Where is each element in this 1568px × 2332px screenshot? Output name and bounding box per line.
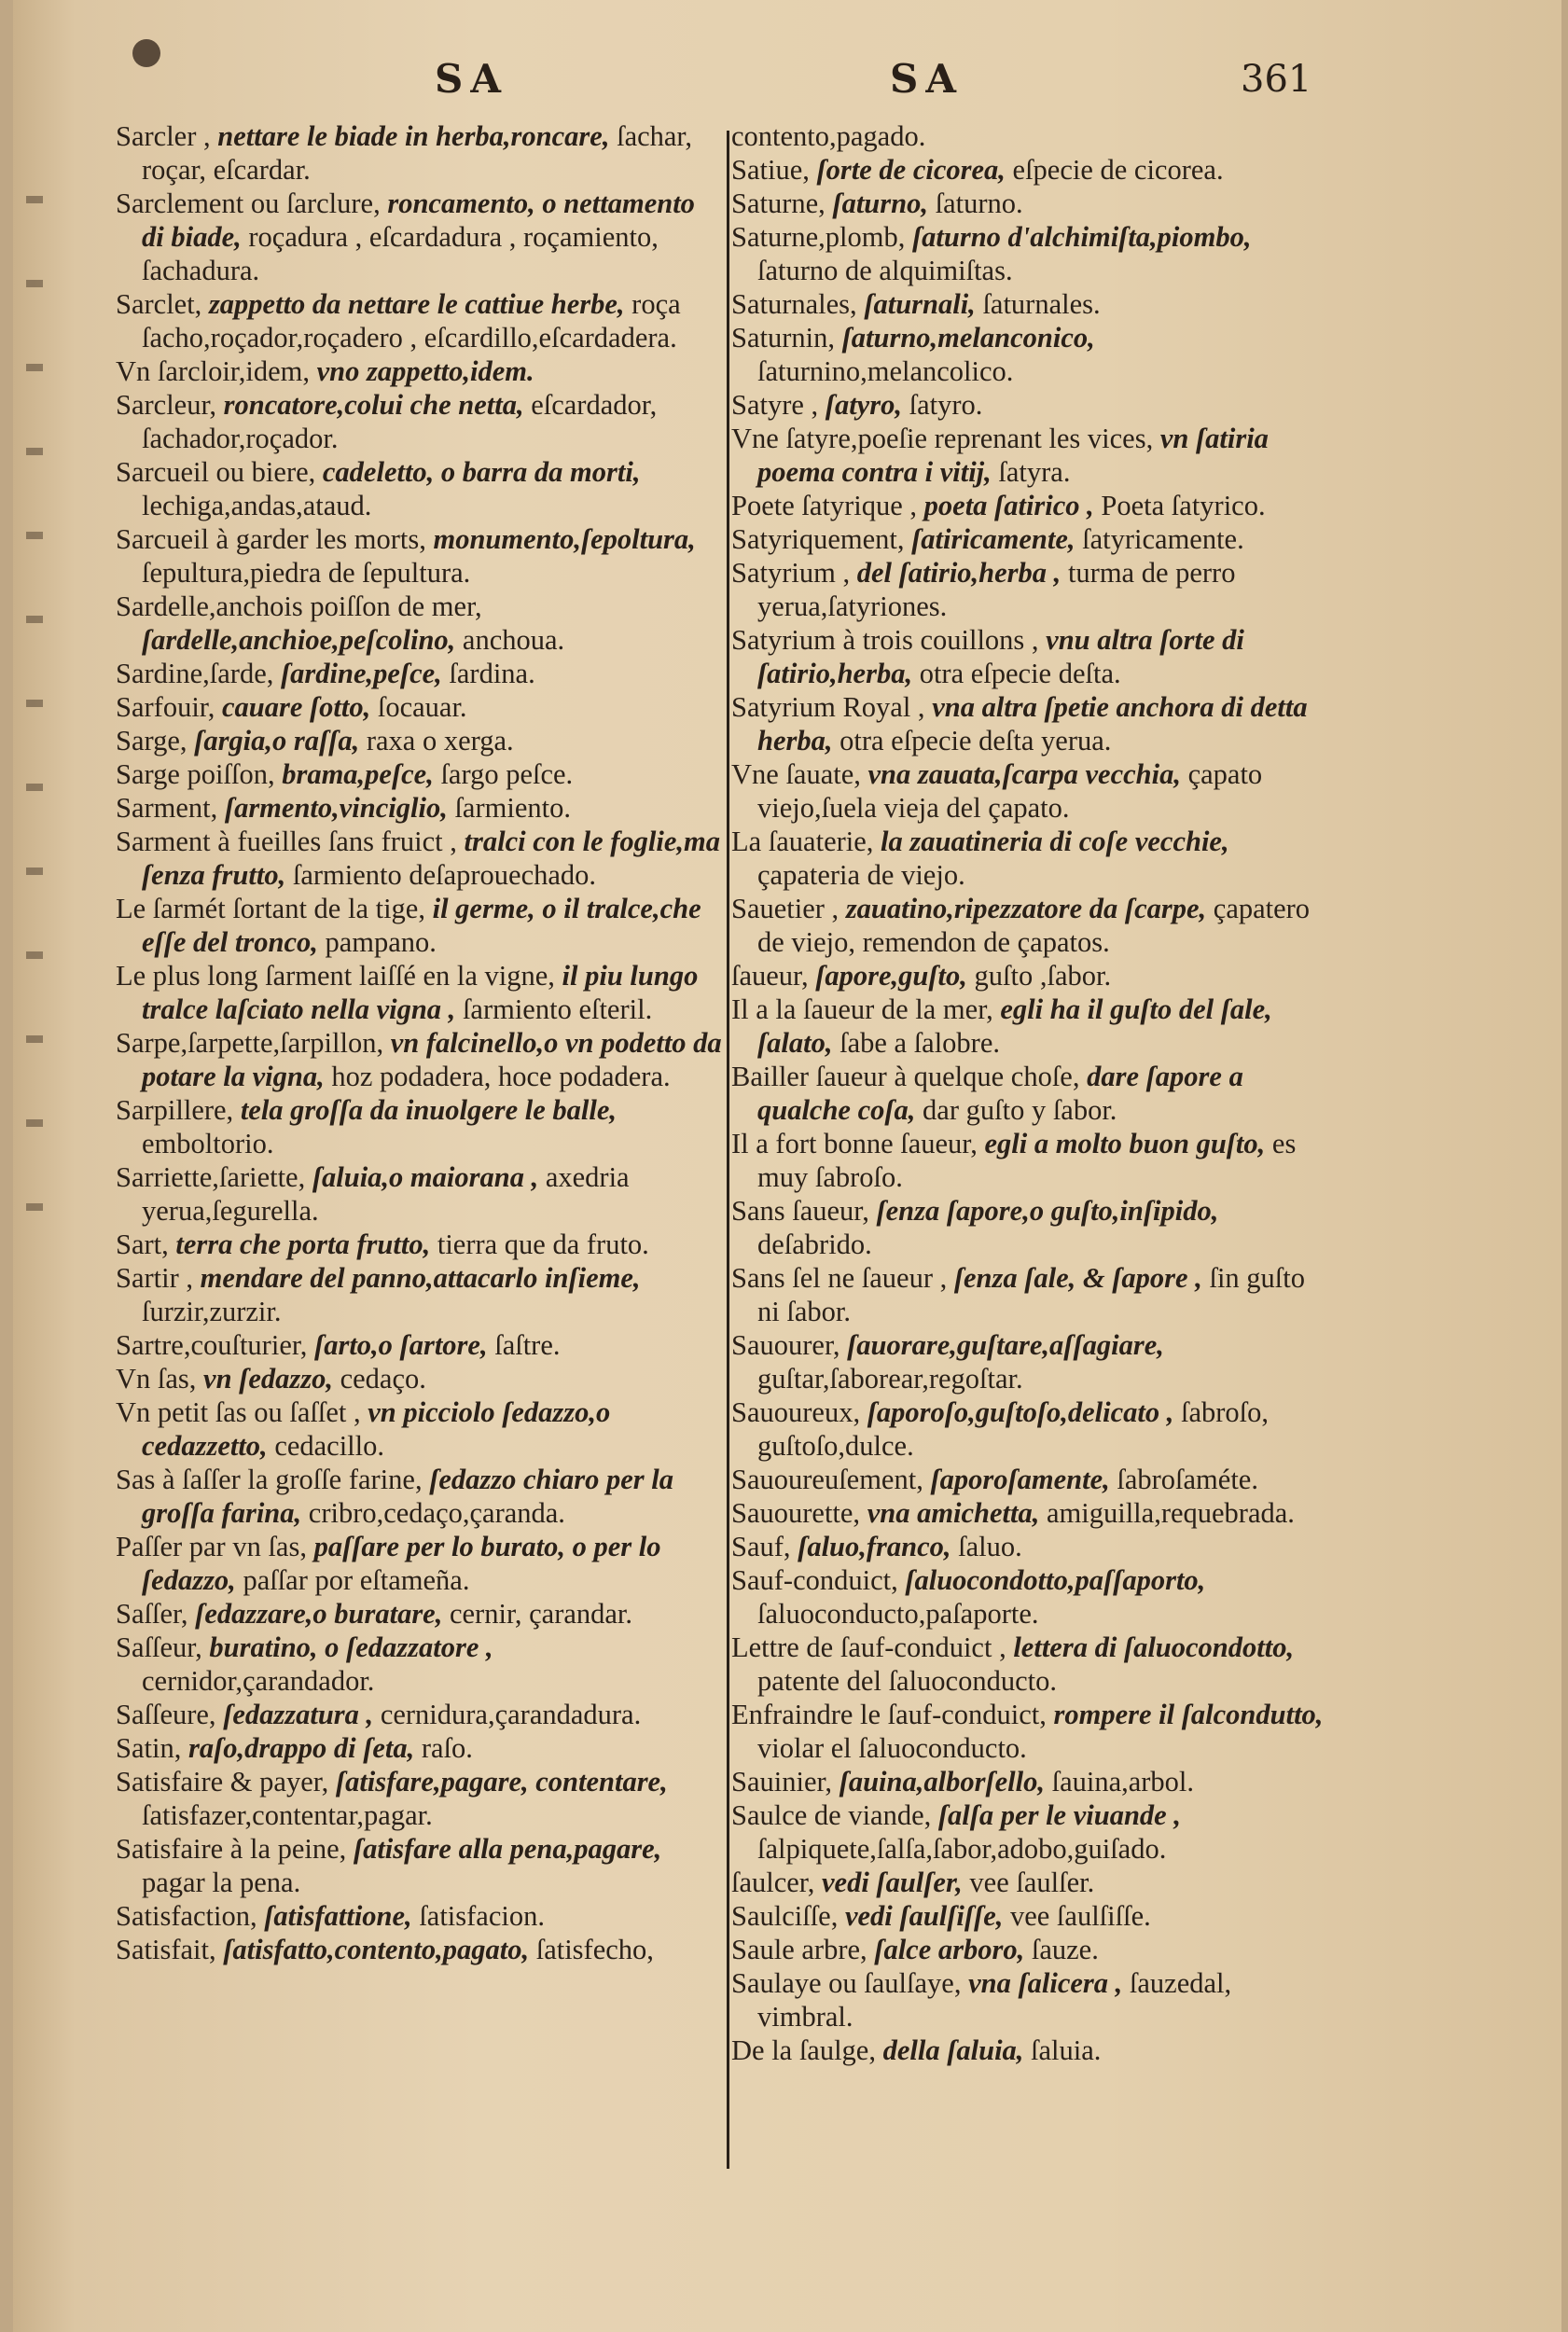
spanish-gloss: paſſar por eſtameña. bbox=[243, 1564, 470, 1596]
dictionary-entry bbox=[731, 992, 1328, 1060]
french-headword: Le ſarmét ſortant de la tige, bbox=[116, 893, 433, 924]
spanish-gloss: pampano. bbox=[325, 926, 437, 958]
spanish-gloss: ſaſtre. bbox=[494, 1329, 561, 1361]
italian-gloss: il piu lungo tralce laſciato nella vigna , bbox=[142, 960, 699, 1025]
italian-gloss: ſaturno d'alchimiſta,piombo, bbox=[912, 221, 1252, 253]
spanish-gloss: vee ſaulſiſſe. bbox=[1009, 1900, 1151, 1932]
spanish-gloss: cribro,cedaço,çaranda. bbox=[308, 1497, 565, 1529]
dictionary-entry bbox=[731, 757, 1328, 825]
italian-gloss: vn picciolo ſedazzo,o cedazzetto, bbox=[142, 1396, 611, 1462]
dictionary-entry bbox=[116, 1228, 722, 1261]
italian-gloss: tela groſſa da inuolgere le balle, bbox=[240, 1094, 617, 1126]
italian-gloss: vna altra ſpetie anchora di detta herba, bbox=[757, 691, 1308, 757]
running-header-left: SA bbox=[435, 56, 508, 102]
dictionary-entry bbox=[731, 1261, 1328, 1328]
dictionary-entry bbox=[731, 1328, 1328, 1395]
italian-gloss: egli a molto buon guſto, bbox=[984, 1128, 1272, 1159]
spanish-gloss: ſauze. bbox=[1031, 1934, 1099, 1965]
french-headword: Enfraindre le ſauf-conduict, bbox=[731, 1699, 1054, 1730]
spanish-gloss: roçadura , eſcardadura , roçamiento, ſachadura. bbox=[142, 221, 659, 286]
italian-gloss: ſatisfare alla pena,pagare, bbox=[353, 1833, 662, 1865]
dictionary-entry bbox=[116, 892, 722, 959]
spanish-gloss: ſarmiento eſteril. bbox=[462, 993, 653, 1025]
dictionary-entry bbox=[116, 187, 722, 287]
dictionary-entry bbox=[731, 220, 1328, 287]
dictionary-entry bbox=[731, 1899, 1328, 1933]
french-headword: ſaulcer, bbox=[731, 1867, 822, 1898]
dictionary-entry bbox=[116, 1899, 722, 1933]
italian-gloss: ſalce arboro, bbox=[874, 1934, 1032, 1965]
spanish-gloss: roça ſacho,roçador,roçadero , eſcardillo,eſcardadera. bbox=[142, 288, 681, 354]
dictionary-entry bbox=[731, 1798, 1328, 1866]
spanish-gloss: ſaturnino,melancolico. bbox=[757, 355, 1014, 387]
french-headword: Sarcueil à garder les morts, bbox=[116, 523, 434, 555]
dictionary-entry bbox=[116, 1395, 722, 1463]
french-headword: Saturnales, bbox=[731, 288, 865, 320]
italian-gloss: ſardine,peſce, bbox=[281, 658, 450, 689]
dictionary-entry bbox=[731, 959, 1328, 992]
spanish-gloss: guſto ,ſabor. bbox=[974, 960, 1112, 992]
book-page bbox=[13, 0, 1561, 2332]
spanish-gloss: raxa o xerga. bbox=[366, 725, 514, 757]
page-number: 361 bbox=[1241, 58, 1312, 101]
dictionary-entry bbox=[116, 590, 722, 657]
dictionary-entry bbox=[731, 2034, 1328, 2067]
dictionary-entry bbox=[116, 1933, 722, 1966]
dictionary-entry bbox=[116, 1261, 722, 1328]
french-headword: Satyriquement, bbox=[731, 523, 912, 555]
italian-gloss: ſarto,o ſartore, bbox=[314, 1329, 495, 1361]
italian-gloss: ſedazzo chiaro per la groſſa farina, bbox=[142, 1464, 673, 1529]
spanish-gloss: cernidura,çarandadura. bbox=[380, 1699, 642, 1730]
spanish-gloss: anchoua. bbox=[462, 624, 565, 656]
italian-gloss: vedi ſaulſiſſe, bbox=[844, 1900, 1010, 1932]
italian-gloss: ſaluo,franco, bbox=[798, 1531, 959, 1562]
dictionary-entry bbox=[731, 1060, 1328, 1127]
spanish-gloss: ſatyra. bbox=[998, 456, 1071, 488]
french-headword: Sarclet, bbox=[116, 288, 209, 320]
spanish-gloss: ſatisfacion. bbox=[419, 1900, 545, 1932]
italian-gloss: roncatore,colui che netta, bbox=[223, 389, 532, 421]
dictionary-entry bbox=[731, 522, 1328, 556]
spanish-gloss: ſaturno de alquimiſtas. bbox=[757, 255, 1013, 286]
italian-gloss: terra che porta frutto, bbox=[175, 1228, 437, 1260]
spanish-gloss: ſaturnales. bbox=[982, 288, 1101, 320]
dictionary-entry bbox=[731, 489, 1328, 522]
french-headword: Bailler ſaueur à quelque choſe, bbox=[731, 1061, 1088, 1092]
italian-gloss: ſalſa per le viuande , bbox=[937, 1799, 1181, 1831]
spanish-gloss: ſauina,arbol. bbox=[1051, 1766, 1195, 1798]
dictionary-entry bbox=[731, 119, 1328, 153]
italian-gloss: ſenza ſale, & ſapore , bbox=[953, 1262, 1210, 1294]
italian-gloss: ſarmento,vinciglio, bbox=[224, 792, 455, 824]
dictionary-entry bbox=[116, 119, 722, 187]
spanish-gloss: ſabroſo, guſtoſo,dulce. bbox=[757, 1396, 1270, 1462]
italian-gloss: ſaluocondotto,paſſaporto, bbox=[905, 1564, 1206, 1596]
dictionary-entry bbox=[731, 1127, 1328, 1194]
italian-gloss: del ſatirio,herba , bbox=[856, 557, 1068, 589]
french-headword: Satin, bbox=[116, 1732, 188, 1764]
italian-gloss: buratino, o ſedazzatore , bbox=[209, 1631, 493, 1663]
spanish-gloss: es muy ſabroſo. bbox=[757, 1128, 1297, 1193]
dictionary-entry bbox=[116, 1698, 722, 1731]
spanish-gloss: ſarmiento. bbox=[454, 792, 571, 824]
spanish-gloss: ſabe a ſalobre. bbox=[840, 1027, 1000, 1059]
spanish-gloss: ſabroſaméte. bbox=[1117, 1464, 1258, 1495]
spanish-gloss: patente del ſaluoconducto. bbox=[757, 1665, 1057, 1697]
italian-gloss: il germe, o il tralce,che eſſe del tronco, bbox=[142, 893, 701, 958]
italian-gloss: ſatisfatto,contento,pagato, bbox=[223, 1934, 536, 1965]
french-headword: Saturne,plomb, bbox=[731, 221, 912, 253]
spanish-gloss: ſardina. bbox=[449, 658, 535, 689]
spanish-gloss: ſalpiquete,ſalſa,ſabor,adobo,guiſado. bbox=[757, 1833, 1167, 1865]
ink-blot bbox=[132, 39, 160, 67]
italian-gloss: ſatisfare,pagare, contentare, bbox=[335, 1766, 668, 1798]
dictionary-entry bbox=[116, 1328, 722, 1362]
dictionary-entry bbox=[116, 388, 722, 455]
french-headword: Satisfaire à la peine, bbox=[116, 1833, 354, 1865]
italian-gloss: vna zauata,ſcarpa vecchia, bbox=[867, 758, 1188, 790]
spanish-gloss: cernir, çarandar. bbox=[449, 1598, 633, 1630]
italian-gloss: ſardelle,anchioe,peſcolino, bbox=[142, 624, 463, 656]
italian-gloss: cadeletto, o barra da morti, bbox=[322, 456, 641, 488]
dictionary-entry bbox=[731, 321, 1328, 388]
italian-gloss: ſenza ſapore,o guſto,inſipido, bbox=[876, 1195, 1219, 1227]
spanish-gloss: hoz podadera, hoce podadera. bbox=[331, 1061, 671, 1092]
french-headword: Sarcleur, bbox=[116, 389, 224, 421]
french-headword: Sarcler , bbox=[116, 120, 218, 152]
spanish-gloss: eſpecie de cicorea. bbox=[1012, 154, 1224, 186]
italian-gloss: roncamento, o nettamento di biade, bbox=[142, 187, 695, 253]
dictionary-entry bbox=[116, 455, 722, 522]
french-headword: De la ſaulge, bbox=[731, 2034, 883, 2066]
french-headword: Sardine,ſarde, bbox=[116, 658, 281, 689]
dictionary-entry bbox=[116, 1362, 722, 1395]
spanish-gloss: ſachar, roçar, eſcardar. bbox=[142, 120, 692, 186]
french-headword: La ſauaterie, bbox=[731, 826, 881, 857]
right-column bbox=[731, 119, 1328, 2067]
dictionary-entry bbox=[116, 1631, 722, 1698]
italian-gloss: ſedazzare,o buratare, bbox=[195, 1598, 450, 1630]
dictionary-entry bbox=[116, 354, 722, 388]
french-headword: Saulaye ou ſaulſaye, bbox=[731, 1967, 969, 1999]
french-headword: Vne ſatyre,poeſie reprenant les vices, bbox=[731, 423, 1160, 454]
dictionary-entry bbox=[731, 1496, 1328, 1530]
french-headword: Sauourer, bbox=[731, 1329, 848, 1361]
dictionary-entry bbox=[731, 153, 1328, 187]
dictionary-entry bbox=[731, 388, 1328, 422]
left-column bbox=[116, 119, 722, 1966]
dictionary-entry bbox=[116, 522, 722, 590]
dictionary-entry bbox=[731, 825, 1328, 892]
dictionary-entry bbox=[731, 1866, 1328, 1899]
dictionary-entry bbox=[731, 187, 1328, 220]
french-headword: Satyre , bbox=[731, 389, 826, 421]
italian-gloss: dare ſapore a qualche coſa, bbox=[757, 1061, 1243, 1126]
spanish-gloss: turma de perro yerua,ſatyriones. bbox=[757, 557, 1236, 622]
italian-gloss: vno zappetto,idem. bbox=[316, 355, 534, 387]
spanish-gloss: vee ſaulſer. bbox=[969, 1867, 1095, 1898]
italian-gloss: paſſare per lo burato, o per lo ſedazzo, bbox=[142, 1531, 661, 1596]
spanish-gloss: Poeta ſatyrico. bbox=[1101, 490, 1266, 521]
italian-gloss: ſatisfattione, bbox=[264, 1900, 420, 1932]
french-headword: Satisfaire & payer, bbox=[116, 1766, 336, 1798]
spanish-gloss: lechiga,andas,ataud. bbox=[142, 490, 372, 521]
dictionary-entry bbox=[731, 556, 1328, 623]
spanish-gloss: ſatyro. bbox=[909, 389, 983, 421]
dictionary-entry bbox=[731, 892, 1328, 959]
french-headword: Satisfaction, bbox=[116, 1900, 265, 1932]
spanish-gloss: cedacillo. bbox=[274, 1430, 385, 1462]
column-divider bbox=[727, 131, 729, 2169]
french-headword: Sauoureux, bbox=[731, 1396, 867, 1428]
spanish-gloss: tierra que da fruto. bbox=[437, 1228, 649, 1260]
spanish-gloss: violar el ſaluoconducto. bbox=[757, 1732, 1027, 1764]
spanish-gloss: çapateria de viejo. bbox=[757, 859, 965, 891]
spanish-gloss: eſcardador, ſachador,roçador. bbox=[142, 389, 658, 454]
french-headword: Sarriette,ſariette, bbox=[116, 1161, 312, 1193]
french-headword: Satiue, bbox=[731, 154, 817, 186]
french-headword: Sauf-conduict, bbox=[731, 1564, 906, 1596]
italian-gloss: zauatino,ripezzatore da ſcarpe, bbox=[845, 893, 1214, 924]
spanish-gloss: ſepultura,piedra de ſepultura. bbox=[142, 557, 471, 589]
french-headword: Sardelle,anchois poiſſon de mer, bbox=[116, 590, 482, 622]
italian-gloss: ſapore,guſto, bbox=[815, 960, 975, 992]
french-headword: Vn ſarcloir,idem, bbox=[116, 355, 317, 387]
italian-gloss: vn ſedazzo, bbox=[203, 1363, 340, 1395]
italian-gloss: raſo,drappo di ſeta, bbox=[187, 1732, 422, 1764]
dictionary-entry bbox=[116, 1731, 722, 1765]
dictionary-entry bbox=[116, 1160, 722, 1228]
italian-gloss: vnu altra ſorte di ſatirio,herba, bbox=[757, 624, 1244, 689]
dictionary-entry bbox=[731, 1698, 1328, 1765]
french-headword: Sartre,couſturier, bbox=[116, 1329, 315, 1361]
italian-gloss: monumento,ſepoltura, bbox=[433, 523, 696, 555]
spanish-gloss: cernidor,çarandador. bbox=[142, 1665, 375, 1697]
italian-gloss: ſargia,o raſſa, bbox=[194, 725, 367, 757]
french-headword: Sarge, bbox=[116, 725, 195, 757]
french-headword: Sarge poiſſon, bbox=[116, 758, 283, 790]
french-headword: Sarpillere, bbox=[116, 1094, 241, 1126]
french-headword: Sans ſel ne ſaueur , bbox=[731, 1262, 954, 1294]
french-headword: Vn ſas, bbox=[116, 1363, 204, 1395]
italian-gloss: zappetto da nettare le cattiue herbe, bbox=[208, 288, 632, 320]
spanish-gloss: ſaluia. bbox=[1031, 2034, 1102, 2066]
dictionary-entry bbox=[116, 1093, 722, 1160]
french-headword: Saturnin, bbox=[731, 322, 842, 354]
spanish-gloss: ſauzedal, vimbral. bbox=[757, 1967, 1232, 2033]
spanish-gloss: otra eſpecie deſta yerua. bbox=[840, 725, 1112, 757]
french-headword: Sartir , bbox=[116, 1262, 201, 1294]
spanish-gloss: ſatisfecho, bbox=[535, 1934, 654, 1965]
italian-gloss: ſatyro, bbox=[825, 389, 909, 421]
dictionary-entry bbox=[116, 724, 722, 757]
french-headword: Sarment, bbox=[116, 792, 225, 824]
running-header-right: SA bbox=[890, 56, 964, 102]
dictionary-entry bbox=[731, 1194, 1328, 1261]
french-headword: Sarment à fueilles ſans fruict , bbox=[116, 826, 465, 857]
italian-gloss: nettare le biade in herba,roncare, bbox=[217, 120, 617, 152]
french-headword: Sauinier, bbox=[731, 1766, 840, 1798]
dictionary-entry bbox=[731, 1765, 1328, 1798]
french-headword: Sauetier , bbox=[731, 893, 846, 924]
spanish-gloss: otra eſpecie deſta. bbox=[919, 658, 1121, 689]
spanish-gloss: ſarmiento deſaprouechado. bbox=[292, 859, 597, 891]
french-headword: Saſſeure, bbox=[116, 1699, 224, 1730]
italian-gloss: ſorte de cicorea, bbox=[816, 154, 1013, 186]
italian-gloss: ſaturno, bbox=[832, 187, 936, 219]
french-headword: Sauourette, bbox=[731, 1497, 867, 1529]
spanish-gloss: ſargo peſce. bbox=[440, 758, 574, 790]
dictionary-entry bbox=[731, 1563, 1328, 1631]
spanish-gloss: dar guſto y ſabor. bbox=[923, 1094, 1117, 1126]
italian-gloss: ſaturnali, bbox=[864, 288, 983, 320]
french-headword: Paſſer par vn ſas, bbox=[116, 1531, 314, 1562]
italian-gloss: poeta ſatirico , bbox=[923, 490, 1102, 521]
dictionary-entry bbox=[116, 1530, 722, 1597]
dictionary-entry bbox=[731, 287, 1328, 321]
french-headword: Satisfait, bbox=[116, 1934, 224, 1965]
italian-gloss: cauare ſotto, bbox=[221, 691, 378, 723]
spanish-gloss: pagar la pena. bbox=[142, 1867, 301, 1898]
spanish-gloss: çapato viejo,ſuela vieja del çapato. bbox=[757, 758, 1263, 824]
spanish-gloss: amiguilla,requebrada. bbox=[1047, 1497, 1295, 1529]
binding-shadow bbox=[26, 140, 43, 1213]
french-headword: Saule arbre, bbox=[731, 1934, 875, 1965]
dictionary-entry bbox=[116, 657, 722, 690]
french-headword: Saulce de viande, bbox=[731, 1799, 938, 1831]
spanish-gloss: raſo. bbox=[421, 1732, 473, 1764]
dictionary-entry bbox=[116, 690, 722, 724]
french-headword: Satyrium à trois couillons , bbox=[731, 624, 1047, 656]
french-headword: Sarpe,ſarpette,ſarpillon, bbox=[116, 1027, 391, 1059]
french-headword: Saſſeur, bbox=[116, 1631, 210, 1663]
spanish-gloss: guſtar,ſaborear,regoſtar. bbox=[757, 1363, 1023, 1395]
french-headword: Le plus long ſarment laiſſé en la vigne, bbox=[116, 960, 562, 992]
french-headword: Saſſer, bbox=[116, 1598, 196, 1630]
italian-gloss: rompere il ſalcondutto, bbox=[1053, 1699, 1324, 1730]
dictionary-entry bbox=[731, 1631, 1328, 1698]
french-headword: Sauf, bbox=[731, 1531, 798, 1562]
spanish-gloss: cedaço. bbox=[340, 1363, 426, 1395]
french-headword: ſaueur, bbox=[731, 960, 816, 992]
italian-gloss: ſedazzatura , bbox=[223, 1699, 381, 1730]
italian-gloss: vn falcinello,o vn podetto da potare la vigna, bbox=[142, 1027, 722, 1092]
dictionary-entry bbox=[116, 757, 722, 791]
dictionary-entry bbox=[731, 1395, 1328, 1463]
italian-gloss: egli ha il guſto del ſale, ſalato, bbox=[757, 993, 1272, 1059]
dictionary-entry bbox=[116, 1832, 722, 1899]
dictionary-entry bbox=[116, 287, 722, 354]
french-headword: Satyrium Royal , bbox=[731, 691, 933, 723]
dictionary-entry bbox=[731, 1530, 1328, 1563]
dictionary-entry bbox=[116, 791, 722, 825]
spanish-gloss: deſabrido. bbox=[757, 1228, 872, 1260]
italian-gloss: ſauorare,guſtare,aſſagiare, bbox=[847, 1329, 1164, 1361]
dictionary-entry bbox=[116, 1463, 722, 1530]
italian-gloss: ſatiricamente, bbox=[911, 523, 1083, 555]
dictionary-entry bbox=[116, 1026, 722, 1093]
dictionary-entry bbox=[116, 1765, 722, 1832]
french-headword: Sauoureuſement, bbox=[731, 1464, 931, 1495]
italian-gloss: ſauina,alborſello, bbox=[839, 1766, 1052, 1798]
spanish-gloss: çapatero de viejo, remendon de çapatos. bbox=[757, 893, 1311, 958]
french-headword: Il a la ſaueur de la mer, bbox=[731, 993, 1001, 1025]
french-headword: Saulciſſe, bbox=[731, 1900, 845, 1932]
spanish-gloss: ſaluoconducto,paſaporte. bbox=[757, 1598, 1039, 1630]
dictionary-entry bbox=[731, 623, 1328, 690]
dictionary-entry bbox=[731, 1966, 1328, 2034]
italian-gloss: vedi ſaulſer, bbox=[822, 1867, 970, 1898]
dictionary-entry bbox=[731, 1463, 1328, 1496]
spanish-gloss: ſatyricamente. bbox=[1082, 523, 1244, 555]
french-headword: Vn petit ſas ou ſaſſet , bbox=[116, 1396, 368, 1428]
dictionary-entry bbox=[731, 422, 1328, 489]
dictionary-entry bbox=[116, 1597, 722, 1631]
italian-gloss: lettera di ſaluocondotto, bbox=[1013, 1631, 1295, 1663]
italian-gloss: mendare del panno,attacarlo inſieme, bbox=[200, 1262, 641, 1294]
french-headword: Sarclement ou ſarclure, bbox=[116, 187, 388, 219]
dictionary-entry bbox=[731, 690, 1328, 757]
french-headword: Lettre de ſauf-conduict , bbox=[731, 1631, 1014, 1663]
italian-gloss: ſaturno,melanconico, bbox=[841, 322, 1095, 354]
italian-gloss: brama,peſce, bbox=[282, 758, 441, 790]
italian-gloss: vna ſalicera , bbox=[968, 1967, 1130, 1999]
french-headword: Sarfouir, bbox=[116, 691, 222, 723]
dictionary-entry bbox=[116, 825, 722, 892]
italian-gloss: vna amichetta, bbox=[867, 1497, 1047, 1529]
italian-gloss: ſaporoſo,guſtoſo,delicato , bbox=[867, 1396, 1182, 1428]
french-headword: Vne ſauate, bbox=[731, 758, 868, 790]
spanish-gloss: emboltorio. bbox=[142, 1128, 274, 1159]
italian-gloss: la zauatineria di coſe vecchie, bbox=[881, 826, 1229, 857]
french-headword: Sans ſaueur, bbox=[731, 1195, 877, 1227]
french-headword: Poete ſatyrique , bbox=[731, 490, 924, 521]
spanish-gloss: axedria yerua,ſegurella. bbox=[142, 1161, 630, 1227]
french-headword: Sas à ſaſſer la groſſe farine, bbox=[116, 1464, 430, 1495]
italian-gloss: della ſaluia, bbox=[882, 2034, 1032, 2066]
spanish-gloss: ſocauar. bbox=[377, 691, 467, 723]
italian-gloss: ſaporoſamente, bbox=[930, 1464, 1117, 1495]
french-headword: Il a fort bonne ſaueur, bbox=[731, 1128, 985, 1159]
spanish-gloss: ſatisfazer,contentar,pagar. bbox=[142, 1799, 433, 1831]
spanish-gloss: ſaluo. bbox=[958, 1531, 1022, 1562]
dictionary-entry bbox=[116, 959, 722, 1026]
italian-gloss: ſaluia,o maiorana , bbox=[312, 1161, 546, 1193]
dictionary-entry bbox=[731, 1933, 1328, 1966]
french-headword: Satyrium , bbox=[731, 557, 857, 589]
spanish-gloss: ſin guſto ni ſabor. bbox=[757, 1262, 1305, 1327]
spanish-gloss: ſaturno. bbox=[935, 187, 1023, 219]
spanish-gloss: contento,pagado. bbox=[731, 120, 926, 152]
french-headword: Sarcueil ou biere, bbox=[116, 456, 323, 488]
italian-gloss: vn ſatiria poema contra i vitij, bbox=[757, 423, 1269, 488]
italian-gloss: tralci con le foglie,ma ſenza frutto, bbox=[142, 826, 720, 891]
spanish-gloss: ſurzir,zurzir. bbox=[142, 1296, 282, 1327]
french-headword: Sart, bbox=[116, 1228, 176, 1260]
french-headword: Saturne, bbox=[731, 187, 833, 219]
